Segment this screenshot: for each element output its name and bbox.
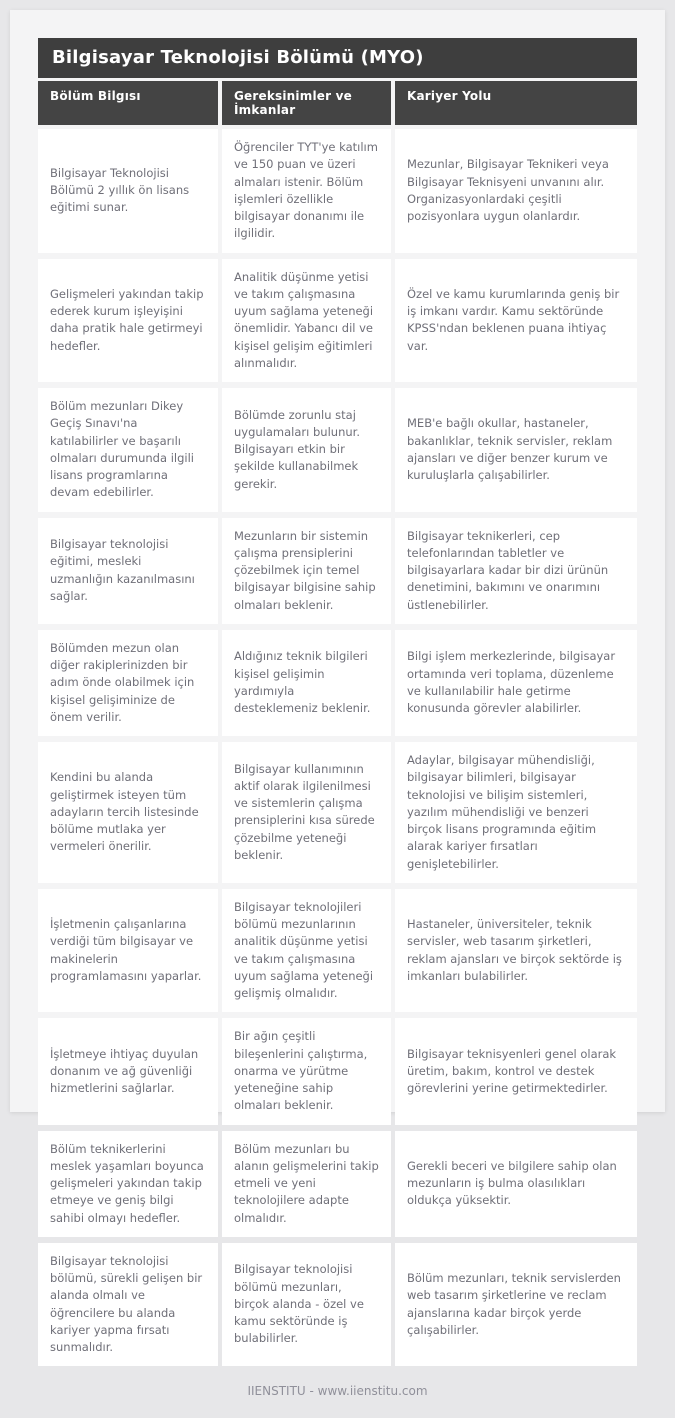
table-cell <box>222 742 391 883</box>
table-cell-text: Bölümde zorunlu staj uygulamaları bulunur. Bilgisayarı etkin bir şekilde kullanabilmek gerekir. <box>234 407 360 491</box>
table-cell-text: Gelişmeleri yakından takip ederek kurum işleyişini daha pratik hale getirmeyi hedefler. <box>50 286 204 353</box>
column-header-bolum-bilgisi: Bölüm Bilgısı <box>38 81 218 125</box>
table-cell <box>222 388 391 512</box>
document-card <box>10 10 665 1399</box>
table-cell-text: Bilgisayar teknisyenleri genel olarak üretim, bakım, kontrol ve destek görevlerini yerine getirmektedirler. <box>407 1046 617 1095</box>
table-cell <box>38 1018 218 1124</box>
table-cell <box>38 518 218 624</box>
table-cell-text: Analitik düşünme yetisi ve takım çalışmasına uyum sağlama yeteneği önemlidir. Yabancı dil ve kişisel gelişim eğitimleri alınmalıdır. <box>234 269 374 370</box>
table-cell-text: Bölüm mezunları Dikey Geçiş Sınavı'na katılabilirler ve başarılı olmaları durumunda ilgili lisans programlarına devam edebilirler. <box>50 399 194 500</box>
table-cell <box>38 1131 218 1237</box>
table-cell-text: Bilgisayar teknolojisi bölümü mezunları, birçok alanda - özel ve kamu sektöründe iş bulabilirler. <box>234 1262 364 1346</box>
table-cell-text: Kendini bu alanda geliştirmek isteyen tüm adayların tercih listesinde bölüme mutlaka yer vermeleri önerilir. <box>50 770 199 854</box>
table-cell <box>395 1243 637 1367</box>
table-cell-text: Gerekli beceri ve bilgilere sahip olan mezunların iş bulma olasılıkları oldukça yüksektir. <box>407 1158 617 1208</box>
table-cell <box>395 889 637 1013</box>
table-cell <box>222 129 391 253</box>
table-cell-text: MEB'e bağlı okullar, hastaneler, bakanlıklar, teknik servisler, reklam ajansları ve diğer benzer kurum ve kuruluşlarla çalışabilirler. <box>407 416 613 482</box>
table-cell-text: Bir ağın çeşitli bileşenlerini çalıştırma, onarma ve yürütme yeteneğine sahip olmaları beklenir. <box>234 1029 368 1113</box>
table-cell-text: Adaylar, bilgisayar mühendisliği, bilgisayar bilimleri, bilgisayar teknolojisi ve bilişim sistemleri, yazılım mühendisliği ve benzeri birçok lisans programında eğitim alarak kariyer fırsatları genişletebilirler. <box>407 753 597 871</box>
table-cell <box>38 259 218 383</box>
table-body <box>38 129 637 1366</box>
table-cell <box>222 1243 391 1367</box>
footer-text: IIENSTITU - www.iienstitu.com <box>247 1384 428 1399</box>
table-cell-text: İşletmeye ihtiyaç duyulan donanım ve ağ güvenliği hizmetlerini sağlarlar. <box>50 1046 199 1095</box>
column-header-kariyer-yolu: Kariyer Yolu <box>395 81 637 125</box>
table-cell <box>222 259 391 383</box>
table-title: Bilgisayar Teknolojisi Bölümü (MYO) <box>38 38 637 78</box>
table-cell <box>222 518 391 624</box>
table-cell-text: Bölümden mezun olan diğer rakiplerinizden bir adım önde olabilmek için kişisel gelişiminize de önem verilir. <box>50 640 195 724</box>
table-cell-text: Bilgisayar teknolojisi eğitimi, mesleki uzmanlığın kazanılmasını sağlar. <box>50 537 195 603</box>
table-cell <box>222 1018 391 1124</box>
table-cell-text: Aldığınız teknik bilgileri kişisel gelişimin yardımıyla desteklemeniz beklenir. <box>234 649 371 716</box>
table-cell-text: Öğrenciler TYT'ye katılım ve 150 puan ve üzeri almaları istenir. Bölüm işlemleri özellikle bilgisayar donanımı ile ilgilidir. <box>234 140 378 241</box>
table-cell-text: İşletmenin çalışanlarına verdiği tüm bilgisayar ve makinelerin programlamasını yaparlar. <box>50 917 202 983</box>
table-cell <box>395 1018 637 1124</box>
table-cell-text: Bilgisayar teknolojisi bölümü, sürekli gelişen bir alanda olmalı ve öğrencilere bu alanda kariyer yapma fırsatı sunmalıdır. <box>50 1253 203 1354</box>
table-cell <box>222 630 391 736</box>
table-cell <box>38 129 218 253</box>
table-cell <box>222 1131 391 1237</box>
table-cell <box>395 1131 637 1237</box>
table-cell <box>395 742 637 883</box>
table-cell-text: Bilgisayar teknikerleri, cep telefonlarından tabletler ve bilgisayarlara kadar bir dizi ürünün denetimini, bakımını ve onarımını üstlenebilirler. <box>407 528 609 612</box>
table-cell <box>395 518 637 624</box>
table-cell <box>395 630 637 736</box>
table-cell-text: Bölüm mezunları, teknik servislerden web tasarım şirketlerine ve reclam ajanslarına kadar birçok yerde çalışabilirler. <box>407 1271 621 1337</box>
table-cell <box>38 1243 218 1367</box>
table-cell <box>38 388 218 512</box>
table-cell-text: Bilgisayar teknolojileri bölümü mezunlarının analitik düşünme yetisi ve takım çalışmasına uyum sağlama yeteneği gelişmiş olmalıdır. <box>234 899 374 1000</box>
table-cell <box>395 388 637 512</box>
table-cell-text: Mezunların bir sistemin çalışma prensiplerini çözebilmek için temel bilgisayar bilgisine sahip olmaları beklenir. <box>234 528 376 612</box>
table-cell-text: Özel ve kamu kurumlarında geniş bir iş imkanı vardır. Kamu sektöründe KPSS'ndan beklenen puana ihtiyaç var. <box>407 286 620 353</box>
table-cell-text: Bilgisayar Teknolojisi Bölümü 2 yıllık ön lisans eğitimi sunar. <box>50 165 190 215</box>
table-cell <box>38 630 218 736</box>
table-cell-text: Bölüm mezunları bu alanın gelişmelerini takip etmeli ve yeni teknolojilere adapte olmalıdır. <box>234 1141 379 1225</box>
column-header-gereksinimler-ve-imkanlar: Gereksinimler ve İmkanlar <box>222 81 391 125</box>
table-cell <box>38 742 218 883</box>
table-cell-text: Bölüm teknikerlerini meslek yaşamları boyunca gelişmeleri yakından takip etmeye ve geniş bilgi sahibi olmayı hedefler. <box>50 1141 204 1225</box>
table-cell-text: Mezunlar, Bilgisayar Teknikeri veya Bilgisayar Teknisyeni unvanını alır. Organizasyonlardaki çeşitli pozisyonlara uygun olanlardır. <box>407 157 609 223</box>
table-cell-text: Hastaneler, üniversiteler, teknik servisler, web tasarım şirketleri, reklam ajansları ve birçok sektörde iş imkanları bulabilirler. <box>407 917 622 983</box>
table-cell <box>395 129 637 253</box>
table-header-row <box>38 81 637 125</box>
table-cell <box>222 889 391 1013</box>
table-cell <box>395 259 637 383</box>
table-cell-text: Bilgi işlem merkezlerinde, bilgisayar ortamında veri toplama, düzenleme ve kullanılabilir hale getirme konusunda görevler alabilirler. <box>407 649 616 716</box>
table-cell <box>38 889 218 1013</box>
table-cell-text: Bilgisayar kullanımının aktif olarak ilgilenilmesi ve sistemlerin çalışma prensiplerini kısa sürede çözebilme yeteneği beklenir. <box>234 761 375 862</box>
